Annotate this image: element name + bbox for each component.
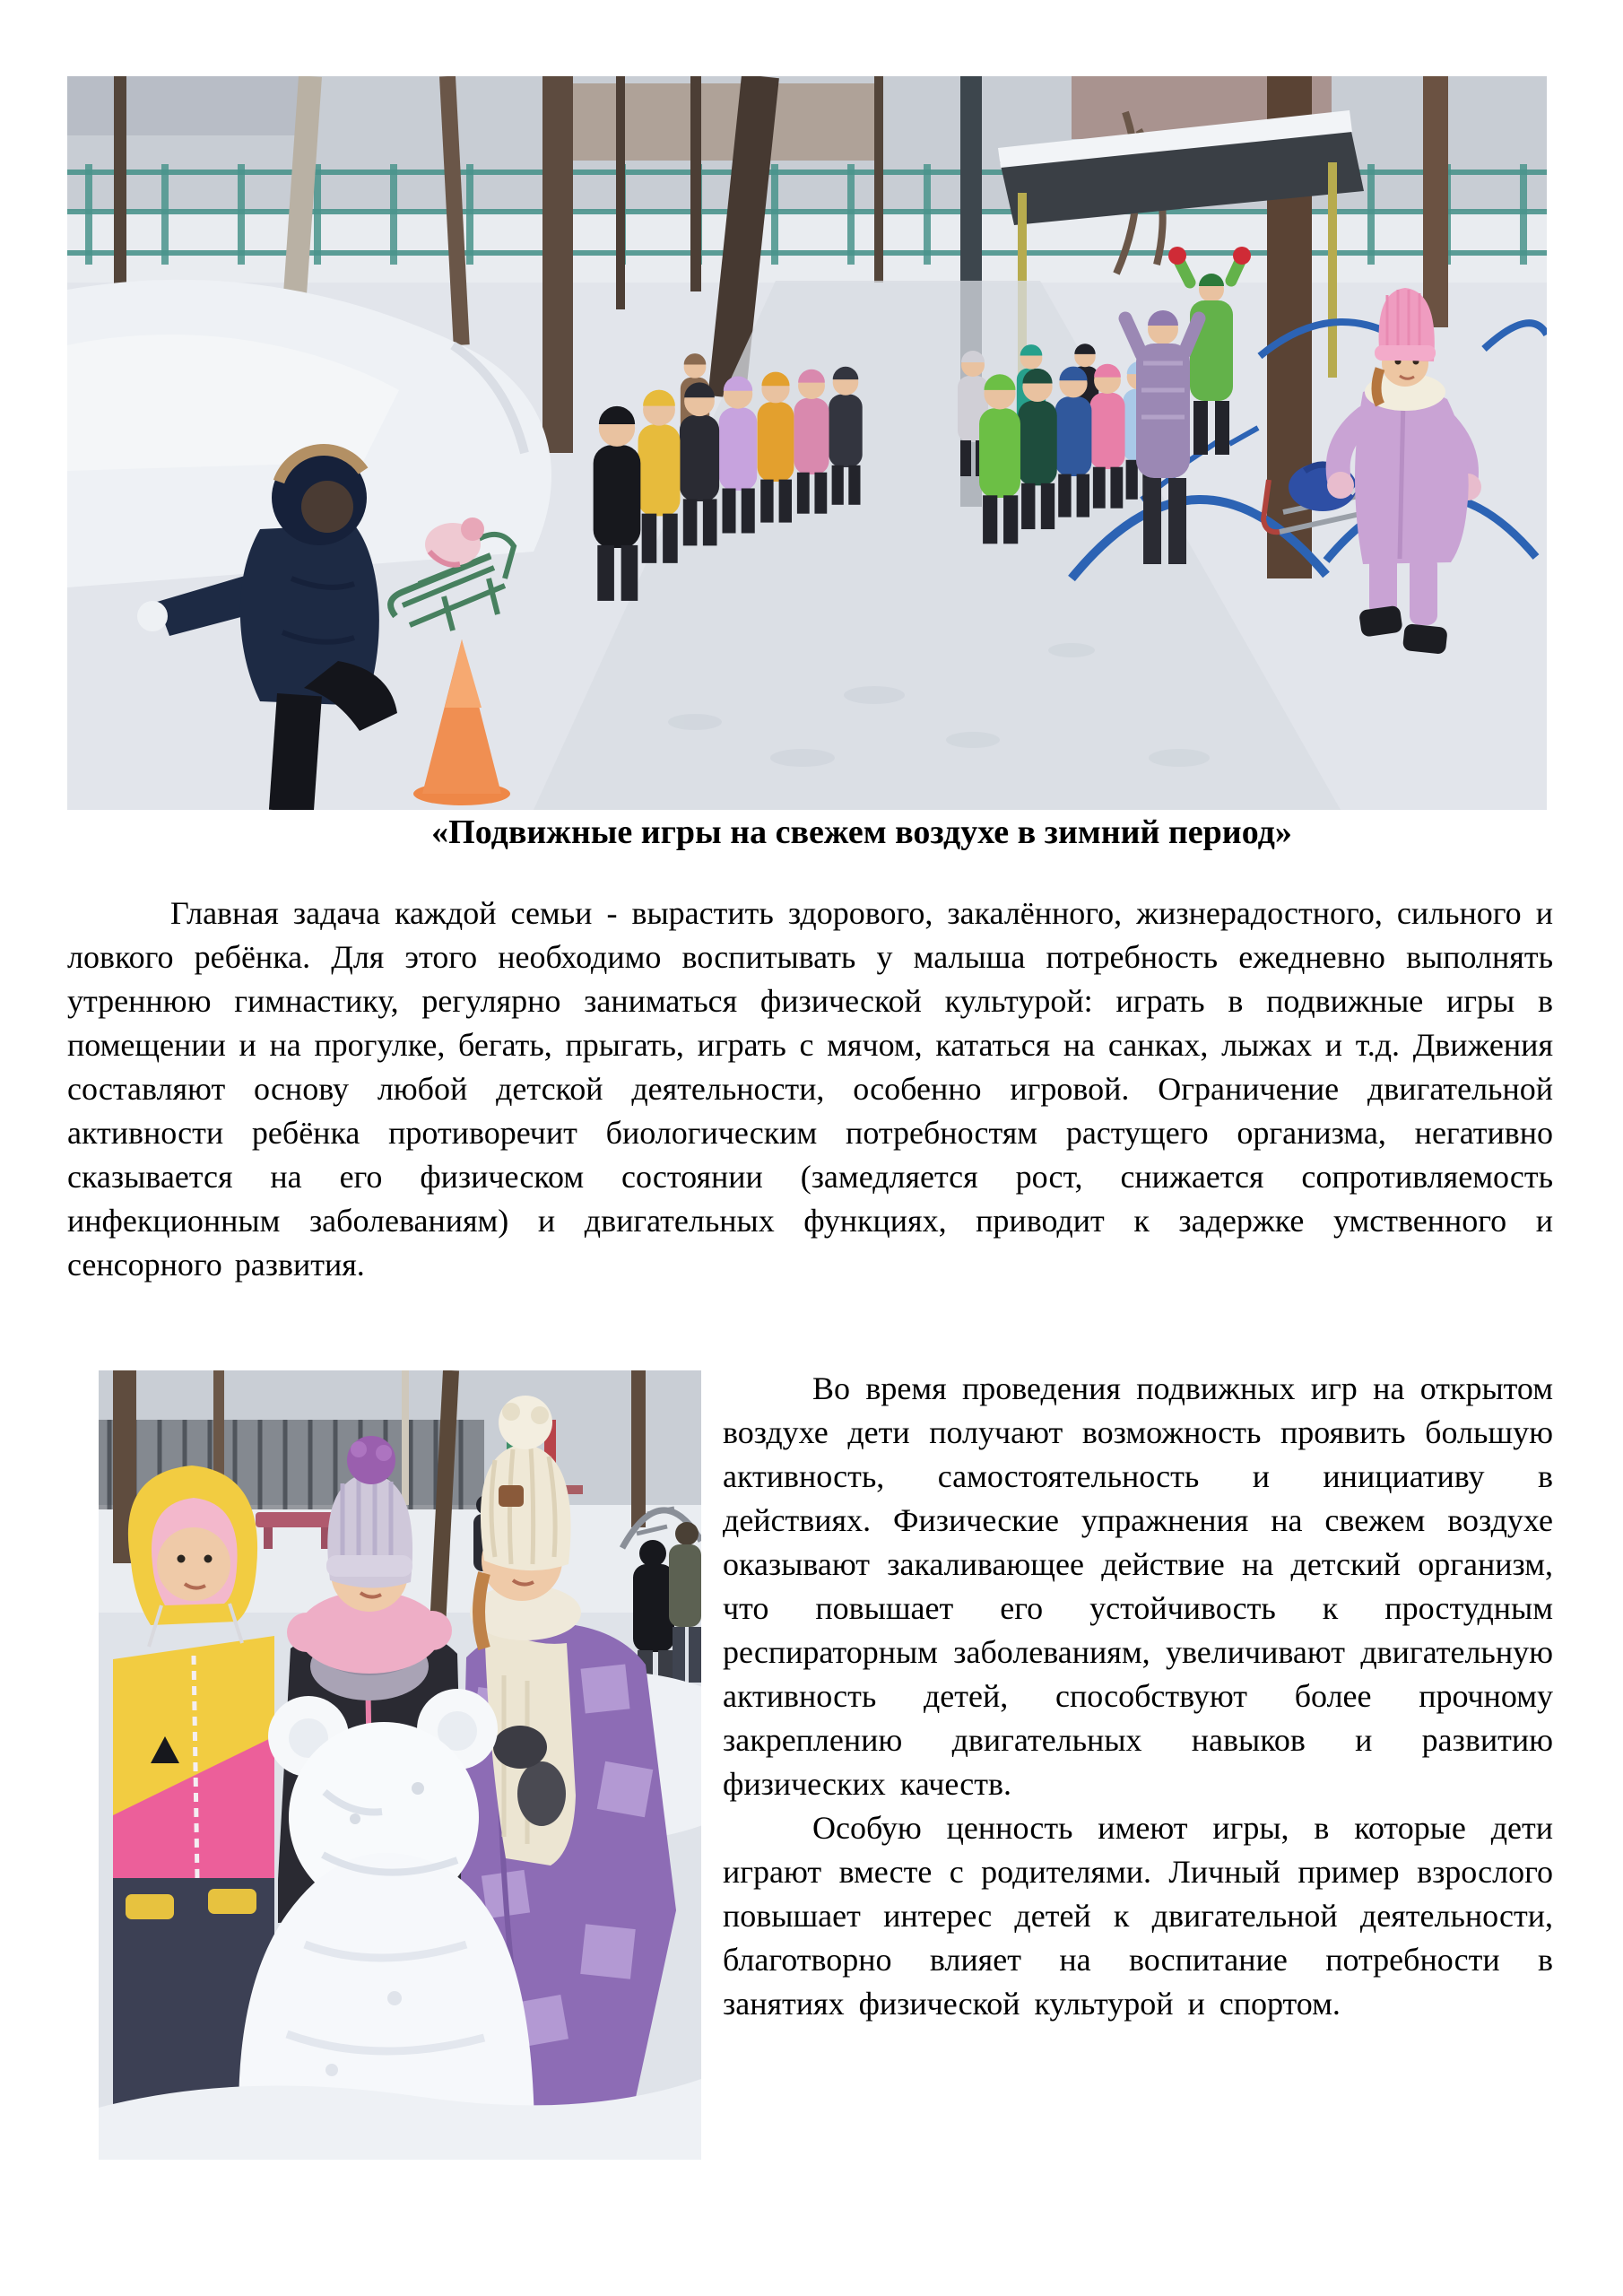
- text-column: [723, 1367, 1553, 2026]
- article-title: «Подвижные игры на свежем воздухе в зимний период»: [431, 813, 1292, 851]
- photo-snow-bear: [99, 1370, 701, 2160]
- photo-snow-bear-illustration: [99, 1370, 701, 2160]
- paragraph-family-games: Особую ценность имеют игры, в которые дети играют вместе с родителями. Личный пример взрослого повышает интерес детей к двигательной деятельности, благотворно влияет на воспитание потребности в занятиях физической культурой и спортом.: [723, 1810, 1553, 2022]
- paragraph-intro: Главная задача каждой семьи - вырастить здорового, закалённого, жизнерадостного, сильного и ловкого ребёнка. Для этого необходимо воспитывать у малыша потребность ежедневно выполнять утреннюю гимнастику, регулярно заниматься физической культурой: играть в подвижные игры в помещении и на прогулке, бегать, прыгать, играть с мячом, кататься на санках, лыжах и т.д. Движения составляют основу любой детской деятельности, особенно игровой. Ограничение двигательной активности ребёнка противоречит биологическим потребностям растущего организма, негативно сказывается на его физическом состоянии (замедляется рост, снижается сопротивляемость инфекционным заболеваниям) и двигательных функциях, приводит к задержке умственного и сенсорного развития.: [67, 895, 1553, 1283]
- photo-winter-walk-illustration: [67, 76, 1547, 810]
- paragraph-outdoor-games: Во время проведения подвижных игр на открытом воздухе дети получают возможность проявить большую активность, самостоятельность и инициативу в действиях. Физические упражнения на свежем воздухе оказывают закаливающее действие на детский организм, что повышает его устойчивость к простудным респираторным заболеваниям, увеличивают двигательную активность детей, способствуют более прочному закреплению двигательных навыков и развитию физических качеств.: [723, 1370, 1553, 1802]
- photo-winter-walk: [67, 76, 1547, 810]
